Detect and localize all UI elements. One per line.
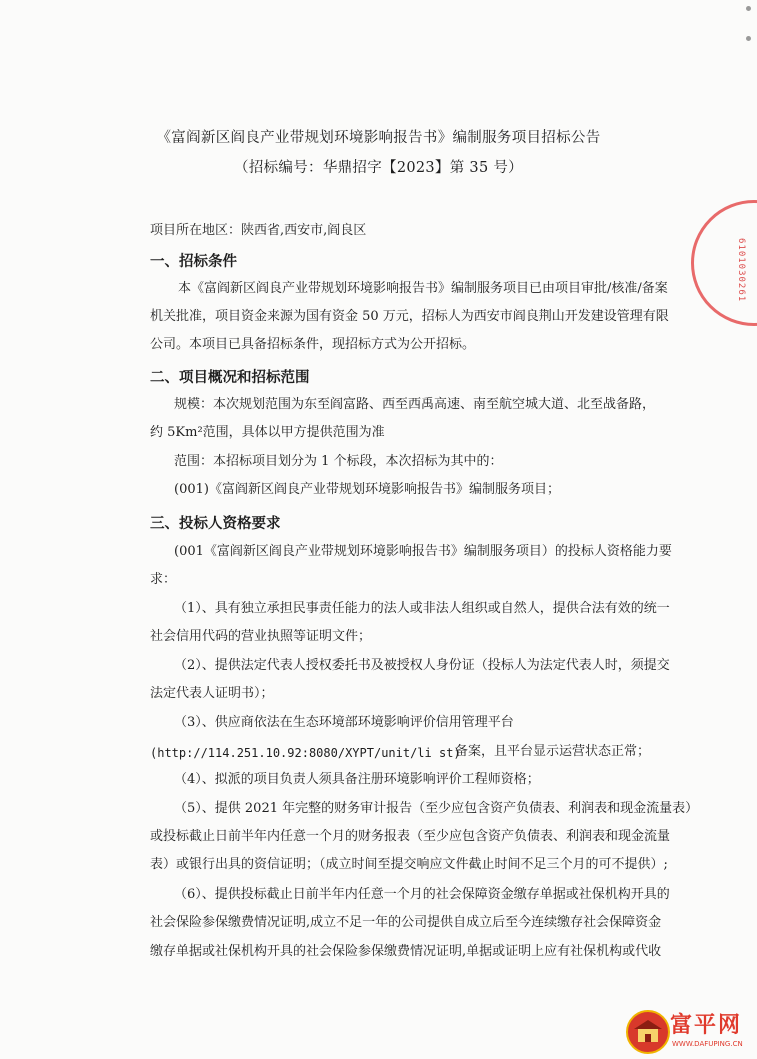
requirement-line: （3）、供应商依法在生态环境部环境影响评价信用管理平台 bbox=[174, 715, 514, 730]
section2-scope: 范围：本招标项目划分为 1 个标段，本次招标为其中的： bbox=[174, 454, 503, 469]
requirement-line: 表）或银行出具的资信证明；（成立时间至提交响应文件截止时间不足三个月的可不提供）; bbox=[150, 857, 668, 872]
section2-scale: 约 5Km²范围，具体以甲方提供范围为准 bbox=[150, 425, 385, 440]
gate-logo-icon bbox=[626, 1010, 670, 1054]
section2-heading: 二、项目概况和招标范围 bbox=[150, 370, 310, 386]
section2-scale: 规模：本次规划范围为东至阎富路、西至西禹高速、南至航空城大道、北至战备路， bbox=[174, 397, 656, 412]
seal-number: 6101030261 bbox=[736, 238, 746, 303]
tender-number: （招标编号：华鼎招字【2023】第 35 号） bbox=[234, 160, 523, 176]
requirement-line: 备案，且平台显示运营状态正常； bbox=[455, 744, 651, 759]
scan-dot bbox=[746, 6, 751, 11]
section1-line: 本《富阎新区阎良产业带规划环境影响报告书》编制服务项目已由项目审批/核准/备案 bbox=[178, 281, 668, 296]
requirement-line: （2）、提供法定代表人授权委托书及被授权人身份证（投标人为法定代表人时，须提交 bbox=[174, 658, 670, 673]
project-location: 项目所在地区：陕西省,西安市,阎良区 bbox=[150, 223, 367, 238]
requirement-line: 法定代表人证明书）； bbox=[150, 686, 274, 701]
document-title: 《富阎新区阎良产业带规划环境影响报告书》编制服务项目招标公告 bbox=[156, 130, 601, 146]
requirement-line: 缴存单据或社保机构开具的社会保险参保缴费情况证明,单据或证明上应有社保机构或代收 bbox=[150, 944, 662, 959]
official-seal bbox=[691, 200, 757, 326]
requirement-line: （1）、具有独立承担民事责任能力的法人或非法人组织或自然人，提供合法有效的统一 bbox=[174, 601, 670, 616]
section3-intro: 求： bbox=[150, 572, 177, 587]
requirement-line: 社会信用代码的营业执照等证明文件； bbox=[150, 629, 372, 644]
section3-heading: 三、投标人资格要求 bbox=[150, 516, 281, 532]
section1-heading: 一、招标条件 bbox=[150, 254, 237, 270]
requirement-line: （4）、拟派的项目负责人须具备注册环境影响评价工程师资格； bbox=[174, 772, 540, 787]
watermark-name: 富平网 bbox=[670, 1013, 743, 1038]
requirement-line: （6）、提供投标截止日前半年内任意一个月的社会保障资金缴存单据或社保机构开具的 bbox=[174, 887, 670, 902]
section2-lot: (001)《富阎新区阎良产业带规划环境影响报告书》编制服务项目； bbox=[174, 482, 560, 497]
requirement-line: 社会保险参保缴费情况证明,成立不足一年的公司提供自成立后至今连续缴存社会保障资金 bbox=[150, 915, 662, 930]
site-watermark bbox=[626, 1008, 754, 1056]
section3-intro: (001《富阎新区阎良产业带规划环境影响报告书》编制服务项目）的投标人资格能力要 bbox=[174, 544, 672, 559]
scan-dot bbox=[746, 36, 751, 41]
requirement-line: （5）、提供 2021 年完整的财务审计报告（至少应包含资产负债表、利润表和现金流量表） bbox=[174, 801, 699, 816]
section1-line: 公司。本项目已具备招标条件，现招标方式为公开招标。 bbox=[150, 337, 476, 352]
section1-line: 机关批准，项目资金来源为国有资金 50 万元，招标人为西安市阎良荆山开发建设管理有限 bbox=[150, 309, 669, 324]
requirement-url: (http://114.251.10.92:8080/XYPT/unit/li st) bbox=[150, 746, 461, 760]
requirement-line: 或投标截止日前半年内任意一个月的财务报表（至少应包含资产负债表、利润表和现金流量 bbox=[150, 829, 671, 844]
watermark-site: WWW.DAFUPING.CN bbox=[672, 1040, 743, 1048]
